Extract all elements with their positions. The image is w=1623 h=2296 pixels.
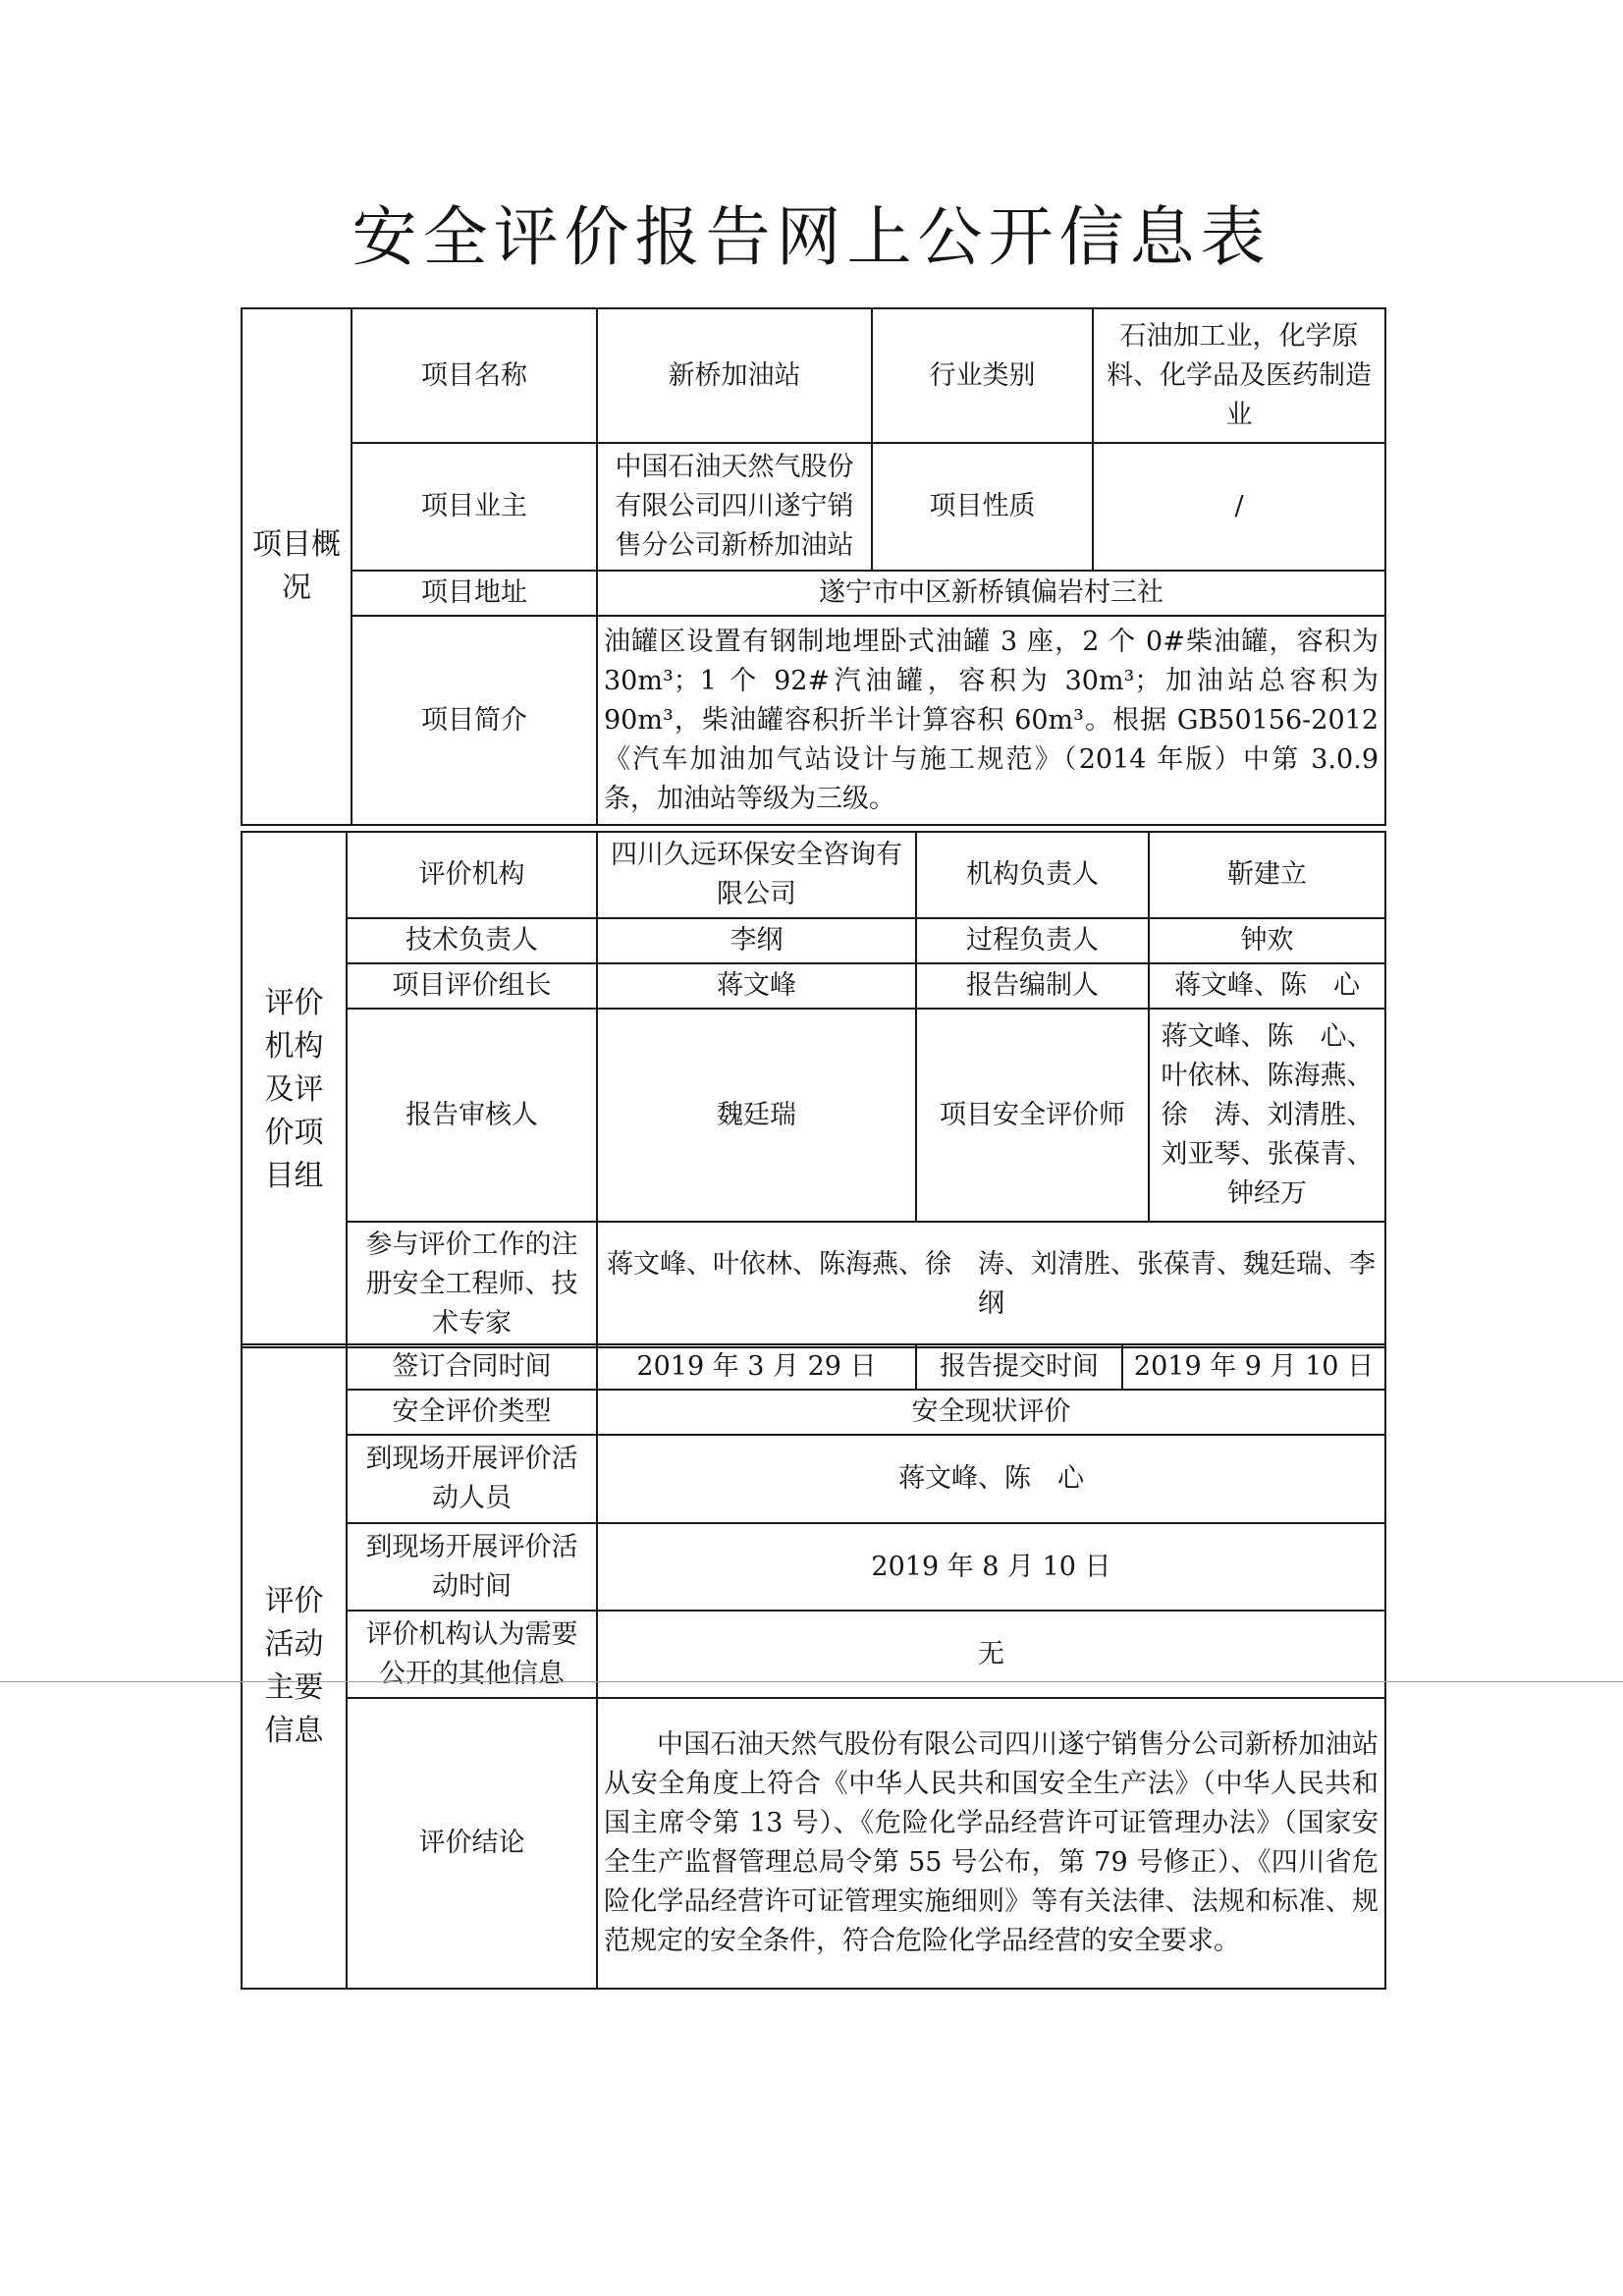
org-head-value: 靳建立 <box>1149 832 1385 918</box>
project-overview-table <box>241 307 1384 826</box>
org-label: 评价机构 <box>347 832 597 918</box>
onsite-time-value: 2019 年 8 月 10 日 <box>597 1523 1385 1611</box>
onsite-time-label: 到现场开展评价活动时间 <box>347 1523 597 1611</box>
project-owner-label: 项目业主 <box>352 443 597 571</box>
project-nature-label: 项目性质 <box>872 443 1093 571</box>
tech-head-label: 技术负责人 <box>347 918 597 963</box>
page-title: 安全评价报告网上公开信息表 <box>352 199 1271 275</box>
activity-table <box>241 1343 1384 1990</box>
report-writer-label: 报告编制人 <box>916 963 1149 1009</box>
process-head-value: 钟欢 <box>1149 918 1385 963</box>
report-reviewer-value: 魏廷瑞 <box>597 1009 916 1222</box>
submit-date-value: 2019 年 9 月 10 日 <box>1122 1344 1385 1390</box>
contract-date-value: 2019 年 3 月 29 日 <box>597 1344 916 1390</box>
safety-evaluators-value: 蒋文峰、陈 心、叶依林、陈海燕、徐 涛、刘清胜、刘亚琴、张葆青、钟经万 <box>1149 1009 1385 1222</box>
onsite-people-label: 到现场开展评价活动人员 <box>347 1435 597 1523</box>
org-head-label: 机构负责人 <box>916 832 1149 918</box>
project-address-value: 遂宁市中区新桥镇偏岩村三社 <box>597 571 1385 616</box>
experts-value: 蒋文峰、叶依林、陈海燕、徐 涛、刘清胜、张葆青、魏廷瑞、李纲 <box>597 1222 1385 1347</box>
team-leader-label: 项目评价组长 <box>347 963 597 1009</box>
submit-date-label: 报告提交时间 <box>916 1344 1122 1390</box>
project-name-label: 项目名称 <box>352 308 597 443</box>
evaluation-type-value: 安全现状评价 <box>597 1390 1385 1435</box>
industry-label: 行业类别 <box>872 308 1093 443</box>
other-info-label: 评价机构认为需要公开的其他信息 <box>347 1611 597 1698</box>
conclusion-label: 评价结论 <box>347 1698 597 1989</box>
section-project-overview: 项目概况 <box>242 308 352 825</box>
onsite-people-value: 蒋文峰、陈 心 <box>597 1435 1385 1523</box>
contract-date-label: 签订合同时间 <box>347 1344 597 1390</box>
scan-artifact-line <box>0 1681 1623 1682</box>
team-leader-value: 蒋文峰 <box>597 963 916 1009</box>
industry-value: 石油加工业，化学原料、化学品及医药制造业 <box>1093 308 1385 443</box>
process-head-label: 过程负责人 <box>916 918 1149 963</box>
project-nature-value: / <box>1093 443 1385 571</box>
tech-head-value: 李纲 <box>597 918 916 963</box>
section-activity: 评价活动主要信息 <box>242 1344 347 1989</box>
org-value: 四川久远环保安全咨询有限公司 <box>597 832 916 918</box>
project-intro-value: 油罐区设置有钢制地埋卧式油罐 3 座，2 个 0#柴油罐，容积为 30m³；1 个 92#汽油罐，容积为 30m³；加油站总容积为 90m³，柴油罐容积折半计算容积 60m³。根据 GB50156-2012《汽车加油加气站设计与施工规范》（2014 年版）中第 3.0.9 条，加油站等级为三级。 <box>597 616 1385 825</box>
evaluation-type-label: 安全评价类型 <box>347 1390 597 1435</box>
agency-table <box>241 831 1384 1348</box>
safety-evaluators-label: 项目安全评价师 <box>916 1009 1149 1222</box>
experts-label: 参与评价工作的注册安全工程师、技术专家 <box>347 1222 597 1347</box>
other-info-value: 无 <box>597 1611 1385 1698</box>
report-writer-value: 蒋文峰、陈 心 <box>1149 963 1385 1009</box>
project-owner-value: 中国石油天然气股份有限公司四川遂宁销售分公司新桥加油站 <box>597 443 872 571</box>
section-agency: 评价机构及评价项目组 <box>242 832 347 1347</box>
project-address-label: 项目地址 <box>352 571 597 616</box>
project-name-value: 新桥加油站 <box>597 308 872 443</box>
report-reviewer-label: 报告审核人 <box>347 1009 597 1222</box>
project-intro-label: 项目简介 <box>352 616 597 825</box>
conclusion-value: 中国石油天然气股份有限公司四川遂宁销售分公司新桥加油站从安全角度上符合《中华人民共和国安全生产法》（中华人民共和国主席令第 13 号）、《危险化学品经营许可证管理办法》（国家安全生产监督管理总局令第 55 号公布，第 79 号修正）、《四川省危险化学品经营许可证管理实施细则》等有关法律、法规和标准、规范规定的安全条件，符合危险化学品经营的安全要求。 <box>604 1729 1379 1956</box>
